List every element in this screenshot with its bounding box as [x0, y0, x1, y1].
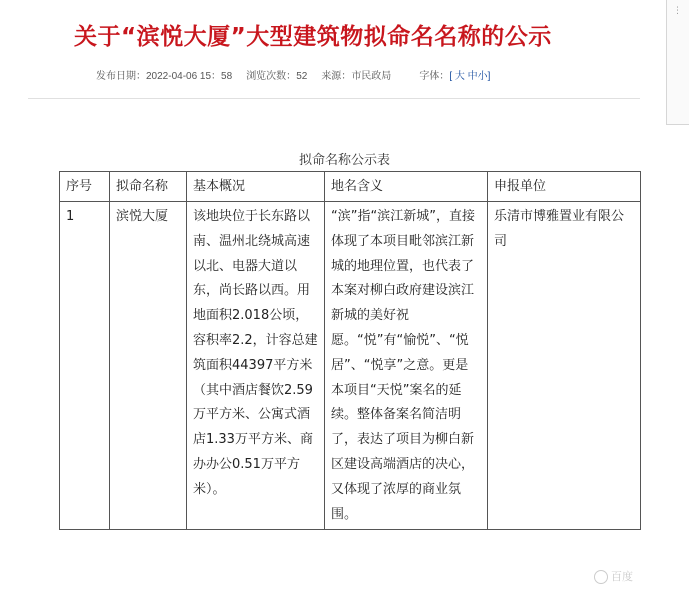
table-row — [60, 202, 641, 530]
cell-name-meaning: “滨”指“滨江新城”，直接体现了本项目毗邻滨江新城的地理位置，也代表了本案对柳白政府建设滨江新城的美好祝愿。“悦”有“愉悦”、“悦居”、“悦享”之意。更是本项目“天悦”案名的延续。整体备案名简洁明了，表达了项目为柳白新区建设高端酒店的决心，又体现了浓厚的商业氛围。 — [325, 202, 488, 530]
font-size-large-link[interactable]: 大 — [454, 71, 465, 82]
watermark-logo-icon — [594, 570, 608, 584]
font-size-close-bracket: ] — [487, 71, 491, 82]
header-serial-number: 序号 — [60, 172, 110, 202]
page-title: 关于“滨悦大厦”大型建筑物拟命名名称的公示 — [74, 24, 552, 50]
cell-applicant: 乐清市博雅置业有限公司 — [488, 202, 641, 530]
font-size-open-bracket: [ — [449, 71, 453, 82]
side-panel[interactable] — [666, 0, 689, 125]
cell-serial-number: 1 — [60, 202, 110, 530]
header-proposed-name: 拟命名称 — [110, 172, 187, 202]
header-overview: 基本概况 — [187, 172, 325, 202]
font-size-medium-link[interactable]: 中 — [467, 71, 478, 82]
publish-date-label: 发布日期： — [96, 71, 146, 82]
source-label: 来源： — [321, 71, 352, 82]
font-size-small-link[interactable]: 小 — [477, 71, 488, 82]
article-meta — [96, 67, 490, 82]
font-size-label: 字体： — [419, 71, 450, 82]
cell-proposed-name: 滨悦大厦 — [110, 202, 187, 530]
publish-date-value: 2022-04-06 15：58 — [146, 71, 233, 82]
table-caption: 拟命名称公示表 — [298, 153, 390, 168]
views-label: 浏览次数： — [246, 71, 297, 82]
header-name-meaning: 地名含义 — [325, 172, 488, 202]
views-count: 52 — [296, 71, 308, 82]
more-icon: ⋮ — [673, 6, 682, 16]
header-applicant: 申报单位 — [488, 172, 641, 202]
watermark-text: 百度 — [611, 570, 633, 583]
table-header-row — [60, 172, 641, 202]
source-value: 市民政局 — [351, 71, 392, 82]
cell-overview: 该地块位于长东路以南、温州北绕城高速以北、电器大道以东，尚长路以西。用地面积2.018公顷，容积率2.2，计容总建筑面积44397平方米（其中酒店餐饮2.59万平方米、公寓式酒店1.33万平方米、商办办公0.51万平方米）。 — [187, 202, 325, 530]
watermark — [594, 568, 633, 584]
header-divider — [28, 98, 640, 99]
naming-notice-table — [59, 171, 641, 530]
